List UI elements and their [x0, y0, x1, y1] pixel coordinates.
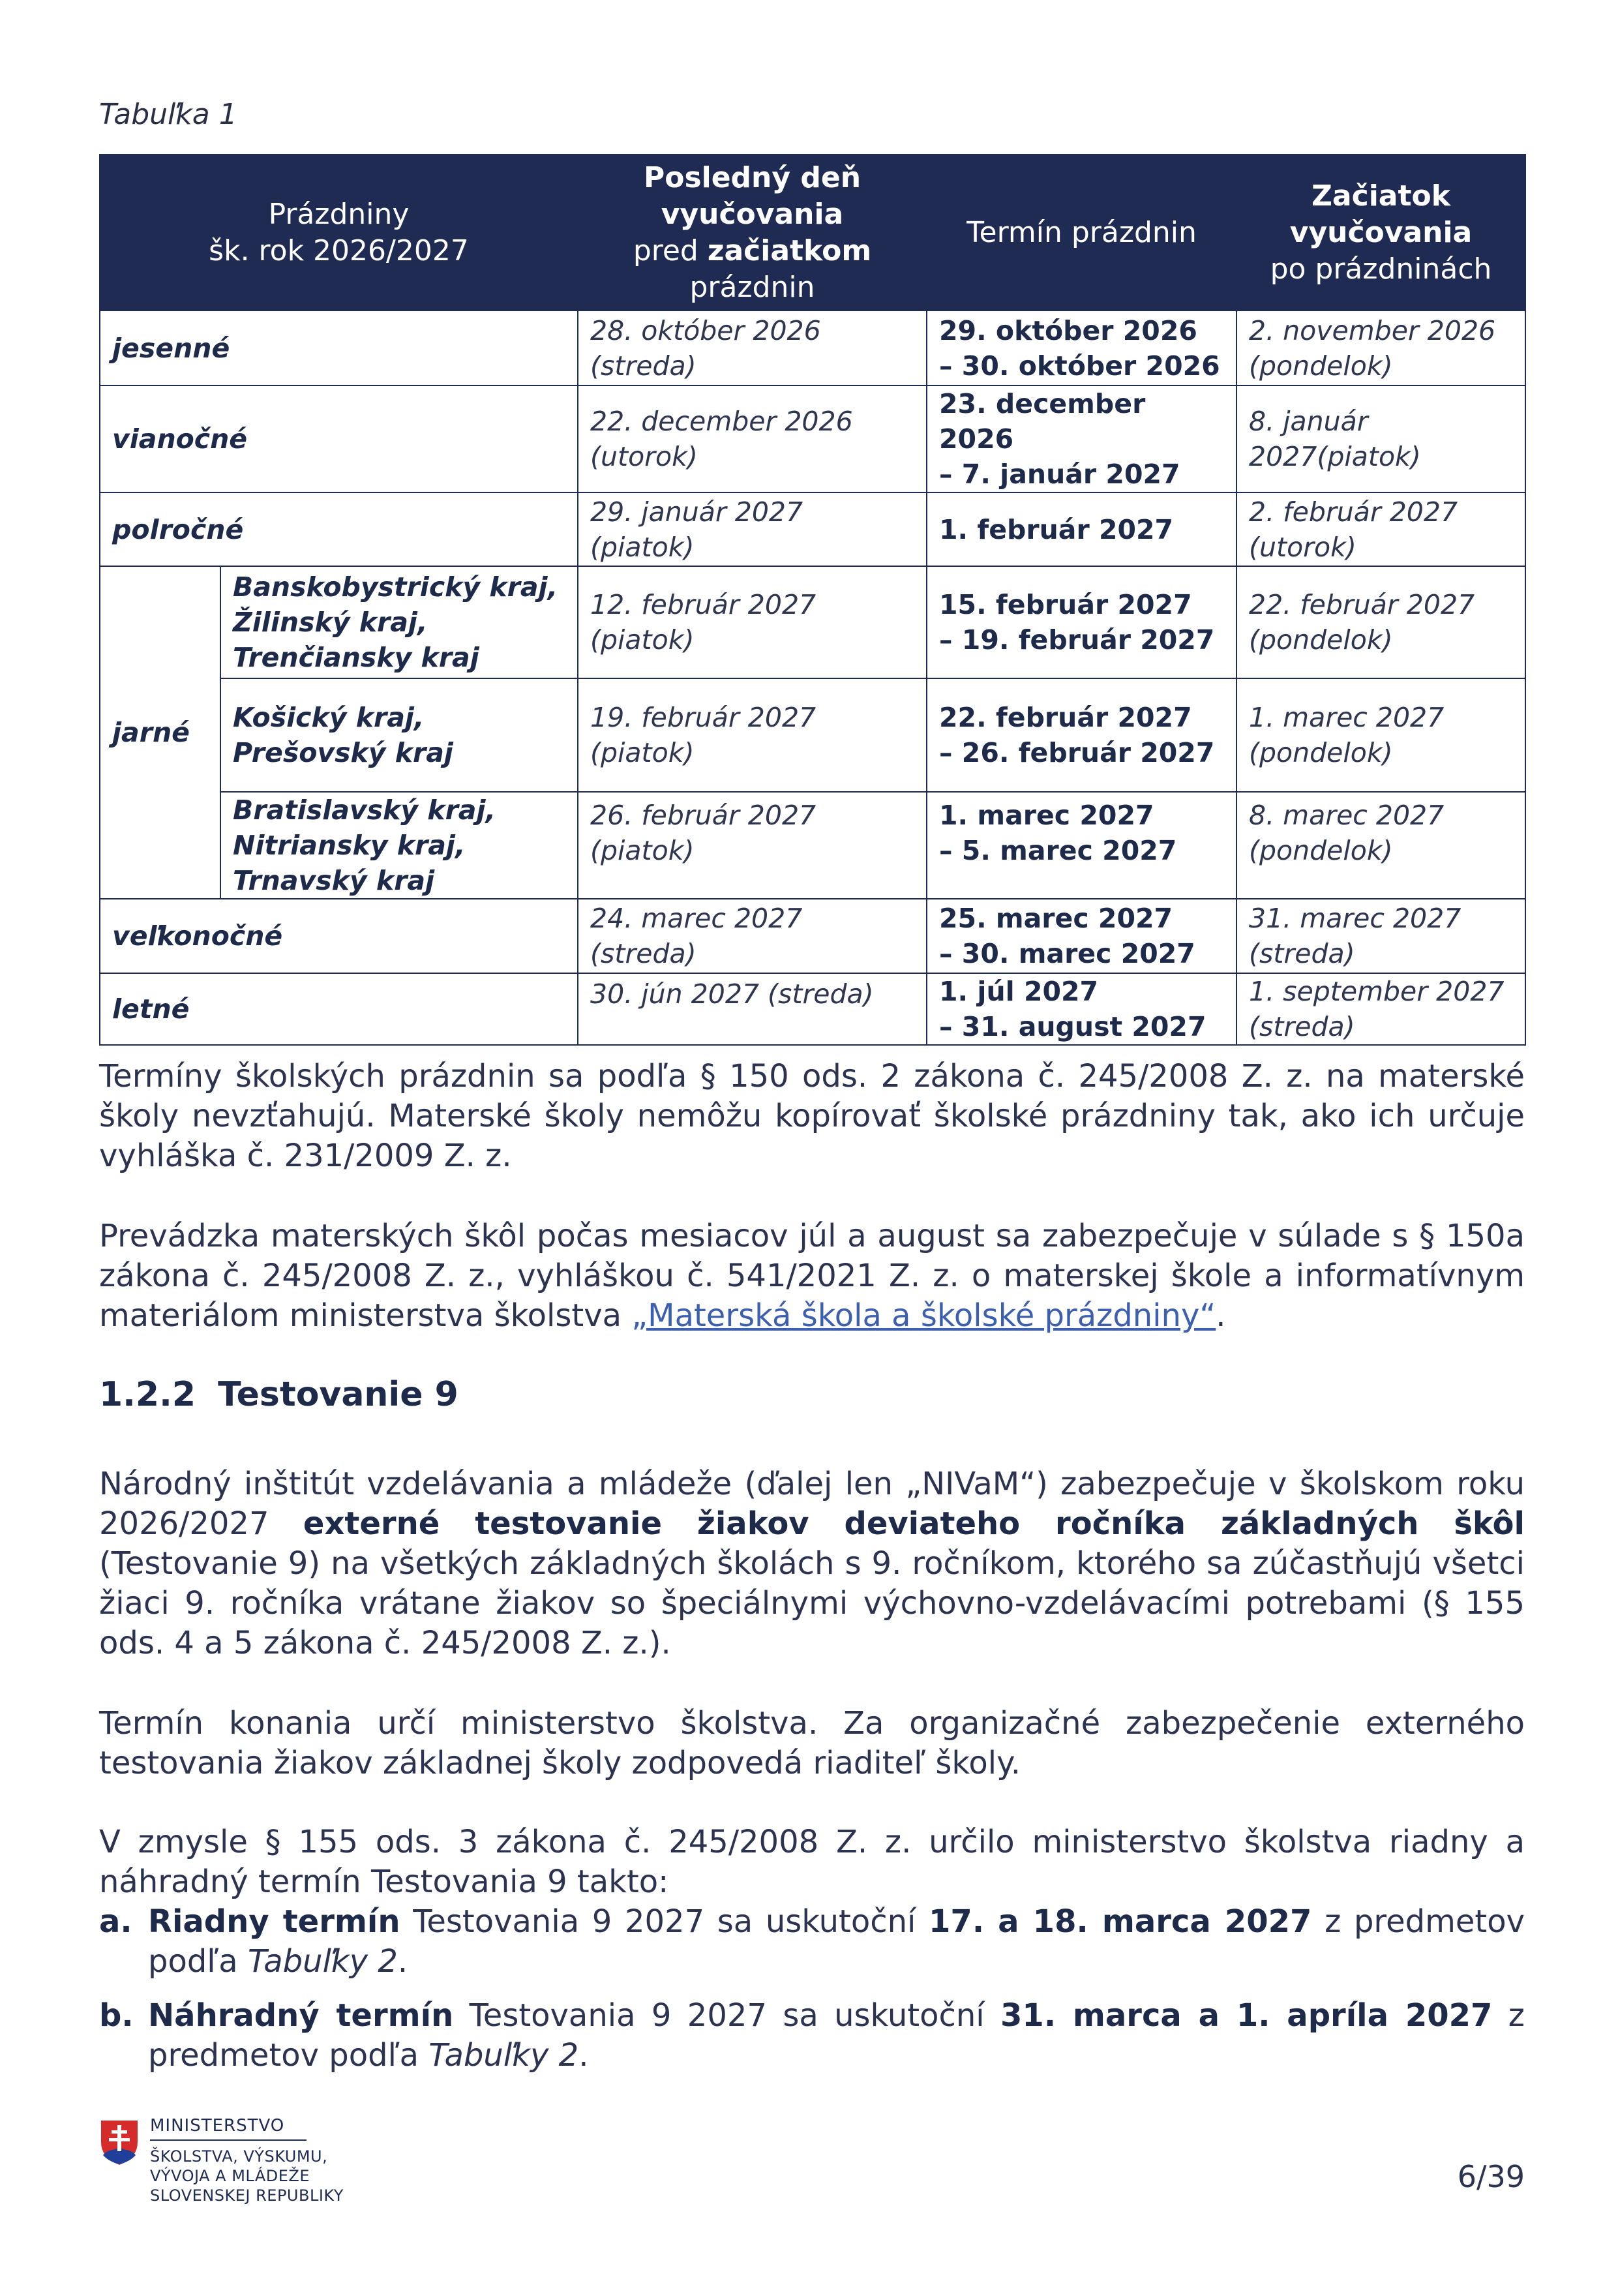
last-day-cell: 26. február 2027 (piatok)	[578, 792, 927, 899]
header-holidays-line1: Prázdniny	[268, 197, 410, 231]
bold-phrase: externé testovanie žiakov deviateho ročníka základných škôl	[303, 1505, 1525, 1542]
start-cell: 1. marec 2027 (pondelok)	[1236, 678, 1525, 792]
list-item	[99, 1902, 1525, 1982]
list-marker: a.	[99, 1903, 132, 1940]
header-last-day-line3b: začiatkom	[707, 234, 872, 267]
paragraph-nivam: Národný inštitút vzdelávania a mládeže (ďalej len „NIVaM“) zabezpečuje v školskom roku 2026/2027 externé testovanie žiakov deviateho ročníka základných škôl (Testovanie 9) na všetkých základných školách s 9. ročníkom, ktorého sa zúčastňujú všetci žiaci 9. ročníka vrátane žiakov so špeciálnymi výchovno-vzdelávacími potrebami (§ 155 ods. 4 a 5 zákona č. 245/2008 Z. z.).	[99, 1466, 1525, 1661]
header-holidays	[100, 155, 578, 310]
region-cell: Banskobystrický kraj, Žilinský kraj, Trenčiansky kraj	[220, 566, 578, 678]
paragraph-text: Prevádzka materských škôl počas mesiacov júl a august sa zabezpečuje v súlade s § 150a zákona č. 245/2008 Z. z., vyhláškou č. 541/2021 Z. z. o materskej škole a informatívnym materiálom ministerstva školstva	[99, 1218, 1525, 1334]
paragraph-kindergarten-terms: Termíny školských prázdnin sa podľa § 150 ods. 2 zákona č. 245/2008 Z. z. na materské školy nevzťahujú. Materské školy nemôžu kopírovať školské prázdniny tak, ako ich určuje vyhláška č. 231/2009 Z. z.	[99, 1058, 1525, 1174]
table-row	[100, 310, 1525, 385]
slovak-coat-of-arms-icon	[99, 2119, 140, 2167]
table-header-row	[100, 155, 1525, 310]
last-day-cell: 12. február 2027 (piatok)	[578, 566, 927, 678]
header-last-day-line4: prázdnin	[689, 270, 815, 304]
table-row	[100, 792, 1525, 899]
header-term: Termín prázdnin	[927, 155, 1236, 310]
holiday-name: vianočné	[100, 385, 578, 492]
holiday-name: jesenné	[100, 310, 578, 385]
region-cell: Košický kraj, Prešovský kraj	[220, 678, 578, 792]
term-cell: 1. február 2027	[927, 492, 1236, 566]
logo-divider	[150, 2139, 307, 2141]
table-row	[100, 566, 1525, 678]
term-cell: 1. marec 2027 – 5. marec 2027	[927, 792, 1236, 899]
list-item-body: Náhradný termín Testovania 9 2027 sa uskutoční 31. marca a 1. apríla 2027 z predmetov podľa Tabuľky 2.	[148, 1997, 1525, 2074]
table-row	[100, 973, 1525, 1045]
header-last-day-line2: vyučovania	[661, 197, 844, 231]
start-cell: 8. január 2027(piatok)	[1236, 385, 1525, 492]
holiday-name-spring: jarné	[100, 566, 220, 899]
header-start-line2: vyučovania	[1289, 215, 1473, 249]
logo-line4: SLOVENSKEJ REPUBLIKY	[150, 2186, 344, 2205]
header-start-line1: Začiatok	[1311, 179, 1450, 213]
region-cell: Bratislavský kraj, Nitriansky kraj, Trnavský kraj	[220, 792, 578, 899]
logo-line2: ŠKOLSTVA, VÝSKUMU,	[150, 2147, 328, 2166]
last-day-cell: 22. december 2026 (utorok)	[578, 385, 927, 492]
list-item-body: Riadny termín Testovania 9 2027 sa uskutoční 17. a 18. marca 2027 z predmetov podľa Tabuľky 2.	[148, 1903, 1525, 1980]
last-day-cell: 24. marec 2027 (streda)	[578, 899, 927, 973]
holiday-name: letné	[100, 973, 578, 1045]
start-cell: 31. marec 2027 (streda)	[1236, 899, 1525, 973]
table-row	[100, 899, 1525, 973]
section-heading	[99, 1375, 458, 1414]
term-cell: 23. december 2026 – 7. január 2027	[927, 385, 1236, 492]
paragraph-terms-intro: V zmysle § 155 ods. 3 zákona č. 245/2008 Z. z. určilo ministerstvo školstva riadny a náhradný termín Testovania 9 takto:	[99, 1824, 1525, 1900]
start-cell: 2. november 2026 (pondelok)	[1236, 310, 1525, 385]
start-cell: 22. február 2027 (pondelok)	[1236, 566, 1525, 678]
header-last-day-line3a: pred	[633, 234, 708, 267]
kindergarten-holidays-link[interactable]: „Materská škola a školské prázdniny“	[631, 1297, 1216, 1334]
list-item	[99, 1996, 1525, 2076]
start-cell: 8. marec 2027 (pondelok)	[1236, 792, 1525, 899]
header-last-day	[578, 155, 927, 310]
ministry-logo	[99, 2113, 490, 2205]
term-cell: 29. október 2026 – 30. október 2026	[927, 310, 1236, 385]
term-cell: 22. február 2027 – 26. február 2027	[927, 678, 1236, 792]
logo-line3: VÝVOJA A MLÁDEŽE	[150, 2167, 310, 2185]
holidays-table	[99, 154, 1526, 1046]
paragraph-end: .	[1216, 1297, 1226, 1334]
start-cell: 2. február 2027 (utorok)	[1236, 492, 1525, 566]
header-start-line3: po prázdninách	[1270, 252, 1492, 286]
last-day-cell: 29. január 2027 (piatok)	[578, 492, 927, 566]
term-cell: 1. júl 2027 – 31. august 2027	[927, 973, 1236, 1045]
holiday-name: polročné	[100, 492, 578, 566]
last-day-cell: 30. jún 2027 (streda)	[578, 973, 927, 1045]
last-day-cell: 19. február 2027 (piatok)	[578, 678, 927, 792]
list-marker: b.	[99, 1997, 134, 2034]
paragraph-kindergarten-operation	[99, 1216, 1525, 1336]
section-title: Testovanie 9	[218, 1375, 458, 1414]
section-number: 1.2.2	[99, 1375, 196, 1414]
holiday-name: veľkonočné	[100, 899, 578, 973]
header-last-day-line1: Posledný deň	[643, 160, 861, 194]
term-cell: 25. marec 2027 – 30. marec 2027	[927, 899, 1236, 973]
logo-line1: MINISTERSTVO	[150, 2116, 285, 2136]
page-number: 6/39	[1457, 2159, 1525, 2194]
header-start	[1236, 155, 1525, 310]
term-cell: 15. február 2027 – 19. február 2027	[927, 566, 1236, 678]
start-cell: 1. september 2027 (streda)	[1236, 973, 1525, 1045]
table-row	[100, 678, 1525, 792]
table-caption: Tabuľka 1	[99, 98, 237, 131]
table-row	[100, 385, 1525, 492]
last-day-cell: 28. október 2026 (streda)	[578, 310, 927, 385]
paragraph-term-decision: Termín konania určí ministerstvo školstva. Za organizačné zabezpečenie externého testovania žiakov základnej školy zodpovedá riaditeľ školy.	[99, 1705, 1525, 1781]
table-row	[100, 492, 1525, 566]
header-holidays-line2: šk. rok 2026/2027	[209, 234, 469, 267]
